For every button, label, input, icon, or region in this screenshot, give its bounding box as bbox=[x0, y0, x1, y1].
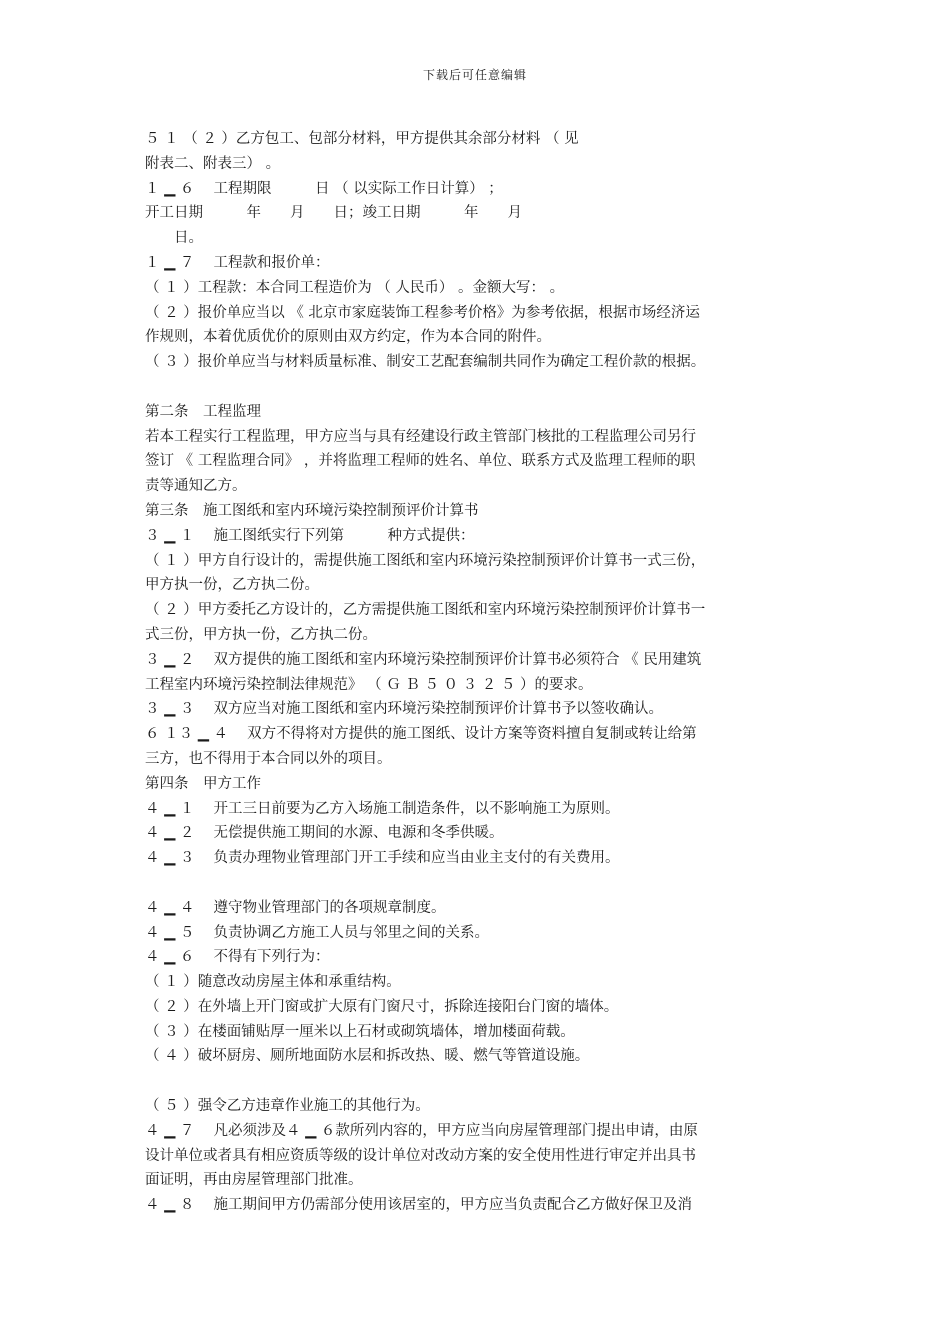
text-line: ４ ▁ ５ 负责协调乙方施工人员与邻里之间的关系。 bbox=[145, 924, 489, 941]
text-line: ４ ▁ ８ 施工期间甲方仍需部分使用该居室的，甲方应当负责配合乙方做好保卫及消 bbox=[145, 1197, 692, 1214]
text-line: ３ ▁ １ 施工图纸实行下列第 种方式提供： bbox=[145, 527, 475, 544]
text-line: ３ ▁ ３ 双方应当对施工图纸和室内环境污染控制预评价计算书予以签收确认。 bbox=[145, 701, 663, 718]
text-line: 开工日期 年 月 日；竣工日期 年 月 bbox=[145, 205, 522, 222]
document-body bbox=[145, 127, 805, 1218]
text-line: １ ▁ ６ 工程期限 日 （ 以实际工作日计算） ； bbox=[145, 180, 503, 197]
section-heading: 第二条 工程监理 bbox=[145, 403, 261, 420]
text-line: （ ２ ）报价单应当以 《 北京市家庭装饰工程参考价格》为参考依据，根据市场经济运 bbox=[145, 304, 700, 321]
text-line: 若本工程实行工程监理，甲方应当与具有经建设行政主管部门核批的工程监理公司另行 bbox=[145, 428, 696, 445]
text-line: 设计单位或者具有相应资质等级的设计单位对改动方案的安全使用性进行审定并出具书 bbox=[145, 1147, 696, 1164]
text-line: ４ ▁ ２ 无偿提供施工期间的水源、电源和冬季供暖。 bbox=[145, 825, 504, 842]
section-heading: 第四条 甲方工作 bbox=[145, 775, 261, 792]
text-line: ４ ▁ ４ 遵守物业管理部门的各项规章制度。 bbox=[145, 899, 446, 916]
text-line: （ １ ）工程款：本合同工程造价为 （ 人民币） 。金额大写： 。 bbox=[145, 279, 565, 296]
text-line: （ １ ）随意改动房屋主体和承重结构。 bbox=[145, 974, 401, 991]
text-line: （ ４ ）破坏厨房、厕所地面防水层和拆改热、暖、燃气等管道设施。 bbox=[145, 1048, 590, 1065]
blank-line bbox=[145, 375, 805, 400]
text-line: ３ ▁ ２ 双方提供的施工图纸和室内环境污染控制预评价计算书必须符合 《 民用建筑 bbox=[145, 651, 702, 668]
text-line: ４ ▁ １ 开工三日前要为乙方入场施工制造条件，以不影响施工为原则。 bbox=[145, 800, 620, 817]
text-line: １ ▁ ７ 工程款和报价单： bbox=[145, 254, 330, 271]
text-line: （ ２ ）在外墙上开门窗或扩大原有门窗尺寸，拆除连接阳台门窗的墙体。 bbox=[145, 998, 619, 1015]
text-line: ４ ▁ ６ 不得有下列行为： bbox=[145, 949, 330, 966]
text-line: （ ５ ）强令乙方违章作业施工的其他行为。 bbox=[145, 1098, 430, 1115]
text-line: 工程室内环境污染控制法律规范》 （ Ｇ Ｂ ５ ０ ３ ２ ５ ）的要求。 bbox=[145, 676, 593, 693]
text-line: （ ３ ）在楼面铺贴厚一厘米以上石材或砌筑墙体，增加楼面荷载。 bbox=[145, 1023, 575, 1040]
text-line: 面证明，再由房屋管理部门批准。 bbox=[145, 1172, 363, 1189]
text-line: 附表二、附表三） 。 bbox=[145, 155, 281, 172]
blank-line bbox=[145, 1069, 805, 1094]
text-line: 作规则，本着优质优价的原则由双方约定，作为本合同的附件。 bbox=[145, 329, 551, 346]
text-line: ４ ▁ ７ 凡必须涉及４ ▁ ６款所列内容的，甲方应当向房屋管理部门提出申请，由原 bbox=[145, 1122, 698, 1139]
text-line: ６ １３ ▁ ４ 双方不得将对方提供的施工图纸、设计方案等资料擅自复制或转让给第 bbox=[145, 726, 697, 743]
text-line: 式三份，甲方执一份，乙方执二份。 bbox=[145, 626, 377, 643]
section-heading: 第三条 施工图纸和室内环境污染控制预评价计算书 bbox=[145, 502, 479, 519]
text-line: 责等通知乙方。 bbox=[145, 478, 247, 495]
text-line: 签订 《 工程监理合同》 ，并将监理工程师的姓名、单位、联系方式及监理工程师的职 bbox=[145, 453, 696, 470]
text-line: 甲方执一份，乙方执二份。 bbox=[145, 577, 319, 594]
text-line: （ ３ ）报价单应当与材料质量标准、制安工艺配套编制共同作为确定工程价款的根据。 bbox=[145, 354, 706, 371]
text-line: （ ２ ）甲方委托乙方设计的，乙方需提供施工图纸和室内环境污染控制预评价计算书一 bbox=[145, 602, 706, 619]
page-header: 下载后可任意编辑 bbox=[422, 68, 527, 82]
blank-line bbox=[145, 871, 805, 896]
text-line: ５ １ （ ２ ）乙方包工、包部分材料，甲方提供其余部分材料 （ 见 bbox=[145, 131, 579, 147]
text-line: （ １ ）甲方自行设计的，需提供施工图纸和室内环境污染控制预评价计算书一式三份， bbox=[145, 552, 706, 569]
text-line: 三方，也不得用于本合同以外的项目。 bbox=[145, 750, 392, 767]
text-line: 日。 bbox=[145, 230, 203, 247]
text-line: ４ ▁ ３ 负责办理物业管理部门开工手续和应当由业主支付的有关费用。 bbox=[145, 850, 620, 867]
